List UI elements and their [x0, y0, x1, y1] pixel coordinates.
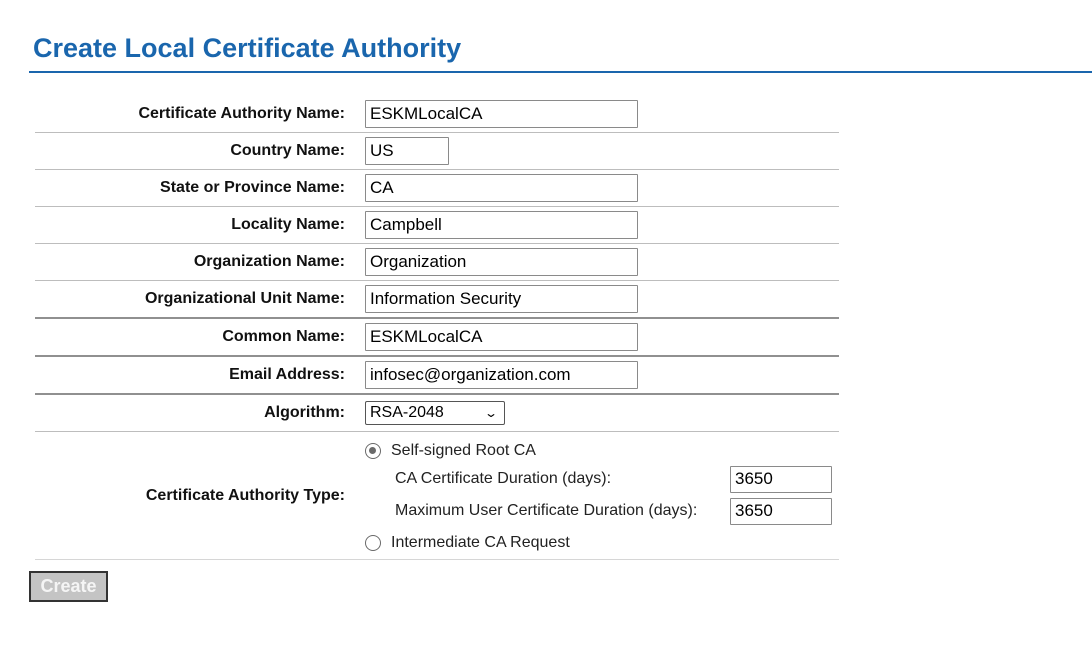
- algorithm-select[interactable]: [365, 401, 505, 425]
- org-unit-input[interactable]: [365, 285, 638, 313]
- form-row-org-unit: [35, 281, 839, 319]
- form-row-organization: [35, 244, 839, 281]
- ca-name-label: Certificate Authority Name:: [35, 96, 355, 133]
- form-row-state: [35, 170, 839, 207]
- intermediate-option[interactable]: [365, 531, 839, 555]
- ca-duration-label: CA Certificate Duration (days):: [395, 470, 612, 487]
- max-user-duration-input[interactable]: [730, 498, 832, 525]
- form-row-ca-type: [35, 432, 839, 560]
- org-unit-label: Organizational Unit Name:: [35, 281, 355, 319]
- self-signed-radio[interactable]: [365, 443, 381, 459]
- country-input[interactable]: [365, 137, 449, 165]
- create-button[interactable]: Create: [29, 571, 108, 602]
- form-row-algorithm: [35, 394, 839, 432]
- chevron-down-icon: ⌄: [483, 406, 499, 420]
- form-row-country: [35, 133, 839, 170]
- algorithm-label: Algorithm:: [35, 394, 355, 432]
- ca-duration-line: [365, 463, 839, 495]
- email-input[interactable]: [365, 361, 638, 389]
- self-signed-label: Self-signed Root CA: [391, 442, 536, 459]
- page-title: Create Local Certificate Authority: [33, 33, 462, 63]
- max-user-duration-label: Maximum User Certificate Duration (days):: [395, 502, 698, 519]
- ca-name-input[interactable]: [365, 100, 638, 128]
- ca-duration-input[interactable]: [730, 466, 832, 493]
- state-input[interactable]: [365, 174, 638, 202]
- intermediate-radio[interactable]: [365, 535, 381, 551]
- form-row-email: [35, 356, 839, 394]
- form-row-ca-name: [35, 96, 839, 133]
- country-label: Country Name:: [35, 133, 355, 170]
- intermediate-label: Intermediate CA Request: [391, 534, 570, 551]
- common-name-label: Common Name:: [35, 318, 355, 356]
- title-divider: [29, 71, 1092, 73]
- organization-input[interactable]: [365, 248, 638, 276]
- form-row-locality: [35, 207, 839, 244]
- ca-type-label: Certificate Authority Type:: [35, 432, 355, 560]
- locality-label: Locality Name:: [35, 207, 355, 244]
- locality-input[interactable]: [365, 211, 638, 239]
- ca-type-options: [365, 432, 839, 559]
- ca-form: [35, 96, 839, 560]
- max-user-duration-line: [365, 495, 839, 527]
- email-label: Email Address:: [35, 356, 355, 394]
- state-label: State or Province Name:: [35, 170, 355, 207]
- common-name-input[interactable]: [365, 323, 638, 351]
- organization-label: Organization Name:: [35, 244, 355, 281]
- self-signed-option[interactable]: [365, 439, 839, 463]
- algorithm-selected-value: RSA-2048: [370, 404, 444, 421]
- form-row-common-name: [35, 318, 839, 356]
